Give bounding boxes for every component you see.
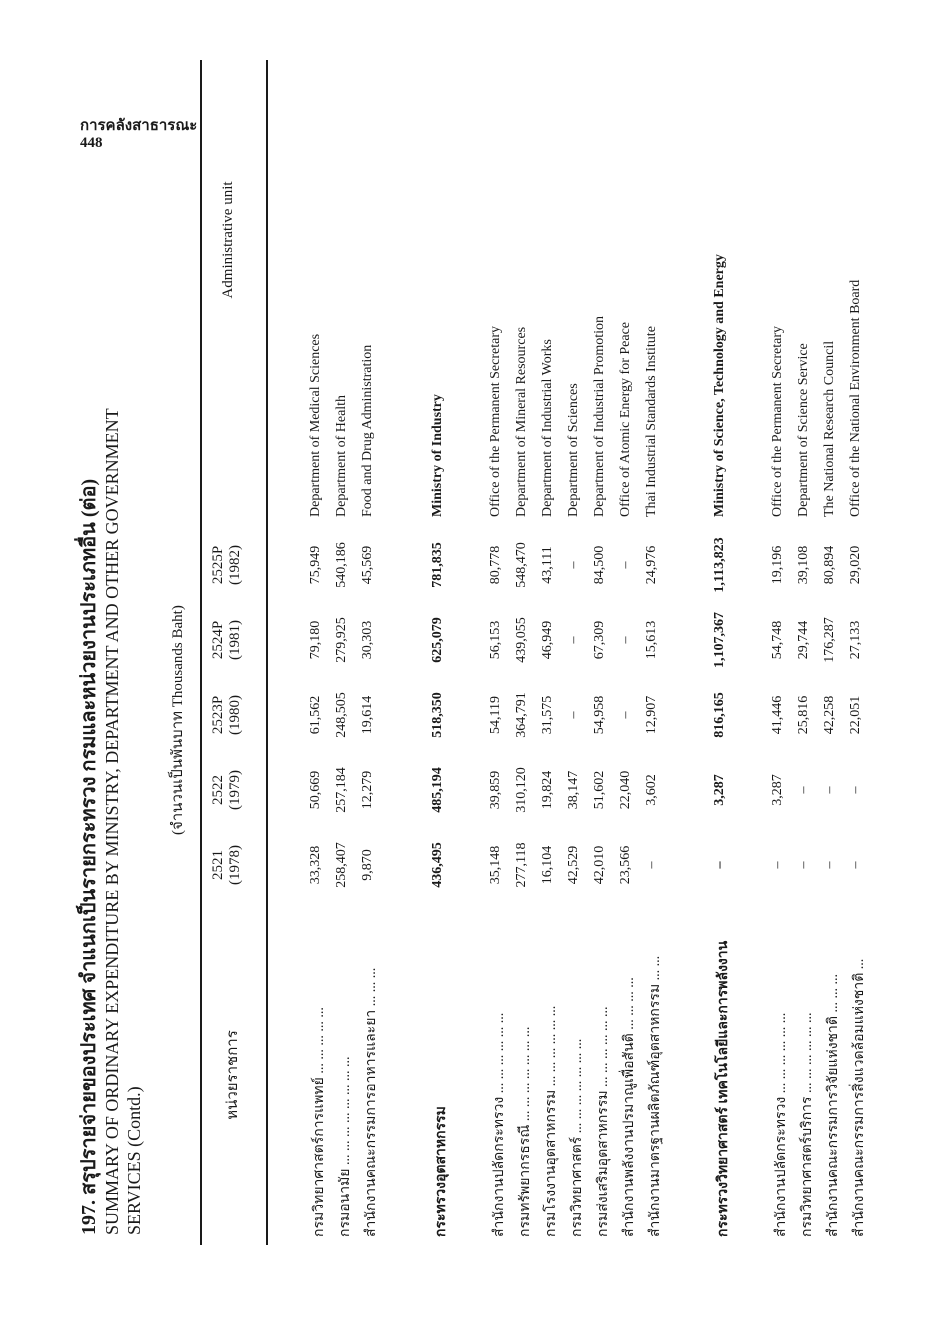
row-value: 3,602 (644, 774, 659, 806)
column-header-admin: Administrative unit (220, 181, 236, 299)
row-name-thai: กระทรวงอุตสาหกรรม (434, 1106, 449, 1237)
row-value: 54,748 (770, 620, 785, 660)
row-admin-unit: Department of Science Service (796, 343, 811, 517)
row-value: 258,407 (334, 842, 349, 888)
row-value: 29,744 (796, 620, 811, 660)
row-value: 16,104 (540, 845, 555, 885)
column-header-year (210, 530, 244, 600)
row-value: 51,602 (592, 770, 607, 810)
row-value: 67,309 (592, 620, 607, 660)
row-admin-unit: Food and Drug Administration (360, 344, 375, 517)
unit-note: (จำนวนเป็นพันบาท Thousands Baht) (170, 605, 186, 835)
row-value: 84,500 (592, 545, 607, 585)
row-name-thai: กรมส่งเสริมอุตสาหกรรม ... ... ... ... ... ... (596, 1006, 611, 1237)
row-value: 31,575 (540, 695, 555, 735)
row-value: – (566, 711, 581, 719)
row-value: 43,111 (540, 546, 555, 584)
row-name-thai: สำนักงานคณะกรรมการสิ่งแวดล้อมแห่งชาติ ... (852, 958, 867, 1237)
row-value: 781,835 (430, 542, 445, 588)
row-name-thai: กรมวิทยาศาสตร์ ... ... ... ... ... ... ... (570, 1038, 585, 1237)
row-admin-unit: Thai Industrial Standards Institute (644, 326, 659, 517)
row-value: 42,258 (822, 695, 837, 735)
row-value: 54,119 (488, 696, 503, 734)
row-value: 19,824 (540, 770, 555, 810)
table-row (618, 60, 644, 1245)
row-value: 39,859 (488, 770, 503, 810)
row-value: – (770, 861, 785, 869)
table-row (592, 60, 618, 1245)
row-value: 3,287 (712, 774, 727, 806)
row-value: – (618, 561, 633, 569)
row-admin-unit: Office of Atomic Energy for Peace (618, 321, 633, 517)
column-header-year (210, 830, 244, 900)
row-value: 35,148 (488, 845, 503, 885)
row-value: 12,279 (360, 770, 375, 810)
table-row (360, 60, 386, 1245)
table-row-ministry (712, 60, 738, 1245)
row-value: 279,925 (334, 617, 349, 663)
row-name-thai: กรมทรัพยากรธรณี ... ... ... ... ... ... ... (518, 1026, 533, 1237)
year-be: 2525P (210, 545, 226, 585)
table-header-rule (266, 60, 268, 1245)
row-value: 540,186 (334, 542, 349, 588)
row-value: 42,529 (566, 845, 581, 885)
page-number: 448 (80, 135, 103, 151)
row-value: 29,020 (848, 545, 863, 585)
row-value: – (848, 861, 863, 869)
row-admin-unit: Office of the National Environment Board (848, 279, 863, 517)
year-be: 2524P (210, 620, 226, 660)
row-admin-unit: The National Research Council (822, 340, 837, 517)
row-admin-unit: Department of Industrial Works (540, 339, 555, 517)
row-value: – (848, 786, 863, 794)
row-name-thai: สำนักงานปลัดกระทรวง ... ... ... ... ... ... (492, 1012, 507, 1237)
row-name-thai: สำนักงานคณะกรรมการวิจัยแห่งชาติ ... ... ... (826, 973, 841, 1237)
row-value: 24,976 (644, 545, 659, 585)
row-admin-unit: Department of Sciences (566, 383, 581, 517)
row-value: 15,613 (644, 620, 659, 660)
year-ce: (1978) (227, 845, 243, 885)
row-value: 1,107,367 (712, 612, 727, 668)
row-name-thai: สำนักงานมาตรฐานผลิตภัณฑ์อุตสาหกรรม ... ... (648, 955, 663, 1237)
row-admin-unit: Department of Medical Sciences (308, 333, 323, 517)
row-value: – (796, 861, 811, 869)
row-admin-unit: Department of Health (334, 394, 349, 517)
row-value: 75,949 (308, 545, 323, 585)
table-row (848, 60, 874, 1245)
row-value: 22,040 (618, 770, 633, 810)
row-value: 79,180 (308, 620, 323, 660)
row-value: 41,446 (770, 695, 785, 735)
column-header-name: หน่วยราชการ (225, 1030, 241, 1120)
table-top-rule (200, 60, 202, 1245)
row-value: 27,133 (848, 620, 863, 660)
year-be: 2522 (210, 775, 226, 805)
year-be: 2521 (210, 850, 226, 880)
year-ce: (1982) (227, 545, 243, 585)
table-row (770, 60, 796, 1245)
row-value: 54,958 (592, 695, 607, 735)
table-row (334, 60, 360, 1245)
row-name-thai: กรมวิทยาศาสตร์บริการ ... ... ... ... ... ... (800, 1012, 815, 1237)
row-value: 33,328 (308, 845, 323, 885)
row-value: – (822, 861, 837, 869)
row-value: 38,147 (566, 770, 581, 810)
column-header-year (210, 680, 244, 750)
year-be: 2523P (210, 695, 226, 735)
table-row (644, 60, 670, 1245)
row-value: 12,907 (644, 695, 659, 735)
row-value: – (618, 636, 633, 644)
row-value: 25,816 (796, 695, 811, 735)
row-value: 277,118 (514, 842, 529, 888)
row-name-thai: กรมโรงงานอุตสาหกรรม ... ... ... ... ... ... (544, 1005, 559, 1237)
row-value: 61,562 (308, 695, 323, 735)
row-value: 548,470 (514, 542, 529, 588)
row-value: 436,495 (430, 842, 445, 888)
row-value: 9,870 (360, 849, 375, 881)
row-value: 22,051 (848, 695, 863, 735)
row-value: 19,614 (360, 695, 375, 735)
row-value: – (644, 861, 659, 869)
table-title-english-contd: SERVICES (Contd.) (124, 1086, 144, 1235)
table-row-ministry (430, 60, 456, 1245)
row-value: 23,566 (618, 845, 633, 885)
row-value: 176,287 (822, 617, 837, 663)
column-header-year (210, 605, 244, 675)
row-value: 1,113,823 (712, 537, 727, 593)
row-value: 518,350 (430, 692, 445, 738)
page-section-title: การคลังสาธารณะ (80, 118, 198, 134)
year-ce: (1981) (227, 620, 243, 660)
table-row (514, 60, 540, 1245)
row-value: 46,949 (540, 620, 555, 660)
table-row (796, 60, 822, 1245)
table-title-english: SUMMARY OF ORDINARY EXPENDITURE BY MINISTRY, DEPARTMENT AND OTHER GOVERNMENT (102, 408, 122, 1235)
row-name-thai: สำนักงานพลังงานปรมาณูเพื่อสันติ ... ... ... ... (622, 977, 637, 1237)
row-value: 816,165 (712, 692, 727, 738)
table-title-thai: 197. สรุปรายจ่ายของประเทศ จำแนกเป็นรายกระทรวง กรมและหน่วยงานประเภทอื่น (ต่อ) (78, 478, 100, 1235)
row-value: 50,669 (308, 770, 323, 810)
row-admin-unit: Department of Industrial Promotion (592, 315, 607, 517)
row-value: 485,194 (430, 767, 445, 813)
row-value: 439,055 (514, 617, 529, 663)
row-value: 3,287 (770, 774, 785, 806)
row-name-thai: สำนักงานคณะกรรมการอาหารและยา ... ... ... (364, 967, 379, 1237)
row-value: 80,778 (488, 545, 503, 585)
row-admin-unit: Office of the Permanent Secretary (770, 326, 785, 517)
row-admin-unit: Office of the Permanent Secretary (488, 326, 503, 517)
row-value: 45,569 (360, 545, 375, 585)
row-value: 257,184 (334, 767, 349, 813)
row-value: 248,505 (334, 692, 349, 738)
row-value: 30,303 (360, 620, 375, 660)
column-header-year (210, 755, 244, 825)
row-name-thai: กระทรวงวิทยาศาสตร์ เทคโนโลยีและการพลังงาน (716, 940, 731, 1237)
row-name-thai: กรมอนามัย ... ... ... ... ... ... ... ... (338, 1056, 353, 1237)
table-row (822, 60, 848, 1245)
row-value: 364,791 (514, 692, 529, 738)
row-value: 80,894 (822, 545, 837, 585)
row-value: – (712, 861, 727, 869)
row-value: 310,120 (514, 767, 529, 813)
row-value: – (796, 786, 811, 794)
row-admin-unit: Department of Mineral Resources (514, 326, 529, 517)
row-admin-unit: Ministry of Industry (430, 394, 445, 517)
row-name-thai: สำนักงานปลัดกระทรวง ... ... ... ... ... ... (774, 1012, 789, 1237)
row-value: 56,153 (488, 620, 503, 660)
row-value: – (822, 786, 837, 794)
year-ce: (1980) (227, 695, 243, 735)
row-value: 39,108 (796, 545, 811, 585)
row-value: – (566, 561, 581, 569)
row-value: – (566, 636, 581, 644)
rotated-table (70, 60, 930, 1245)
row-value: 42,010 (592, 845, 607, 885)
row-value: 625,079 (430, 617, 445, 663)
year-ce: (1979) (227, 770, 243, 810)
row-value: – (618, 711, 633, 719)
row-name-thai: กรมวิทยาศาสตร์การแพทย์ ... ... ... ... ... (312, 1007, 327, 1237)
table-row (566, 60, 592, 1245)
table-row (308, 60, 334, 1245)
row-value: 19,196 (770, 545, 785, 585)
table-row (540, 60, 566, 1245)
table-row (488, 60, 514, 1245)
row-admin-unit: Ministry of Science, Technology and Energy (712, 254, 727, 517)
